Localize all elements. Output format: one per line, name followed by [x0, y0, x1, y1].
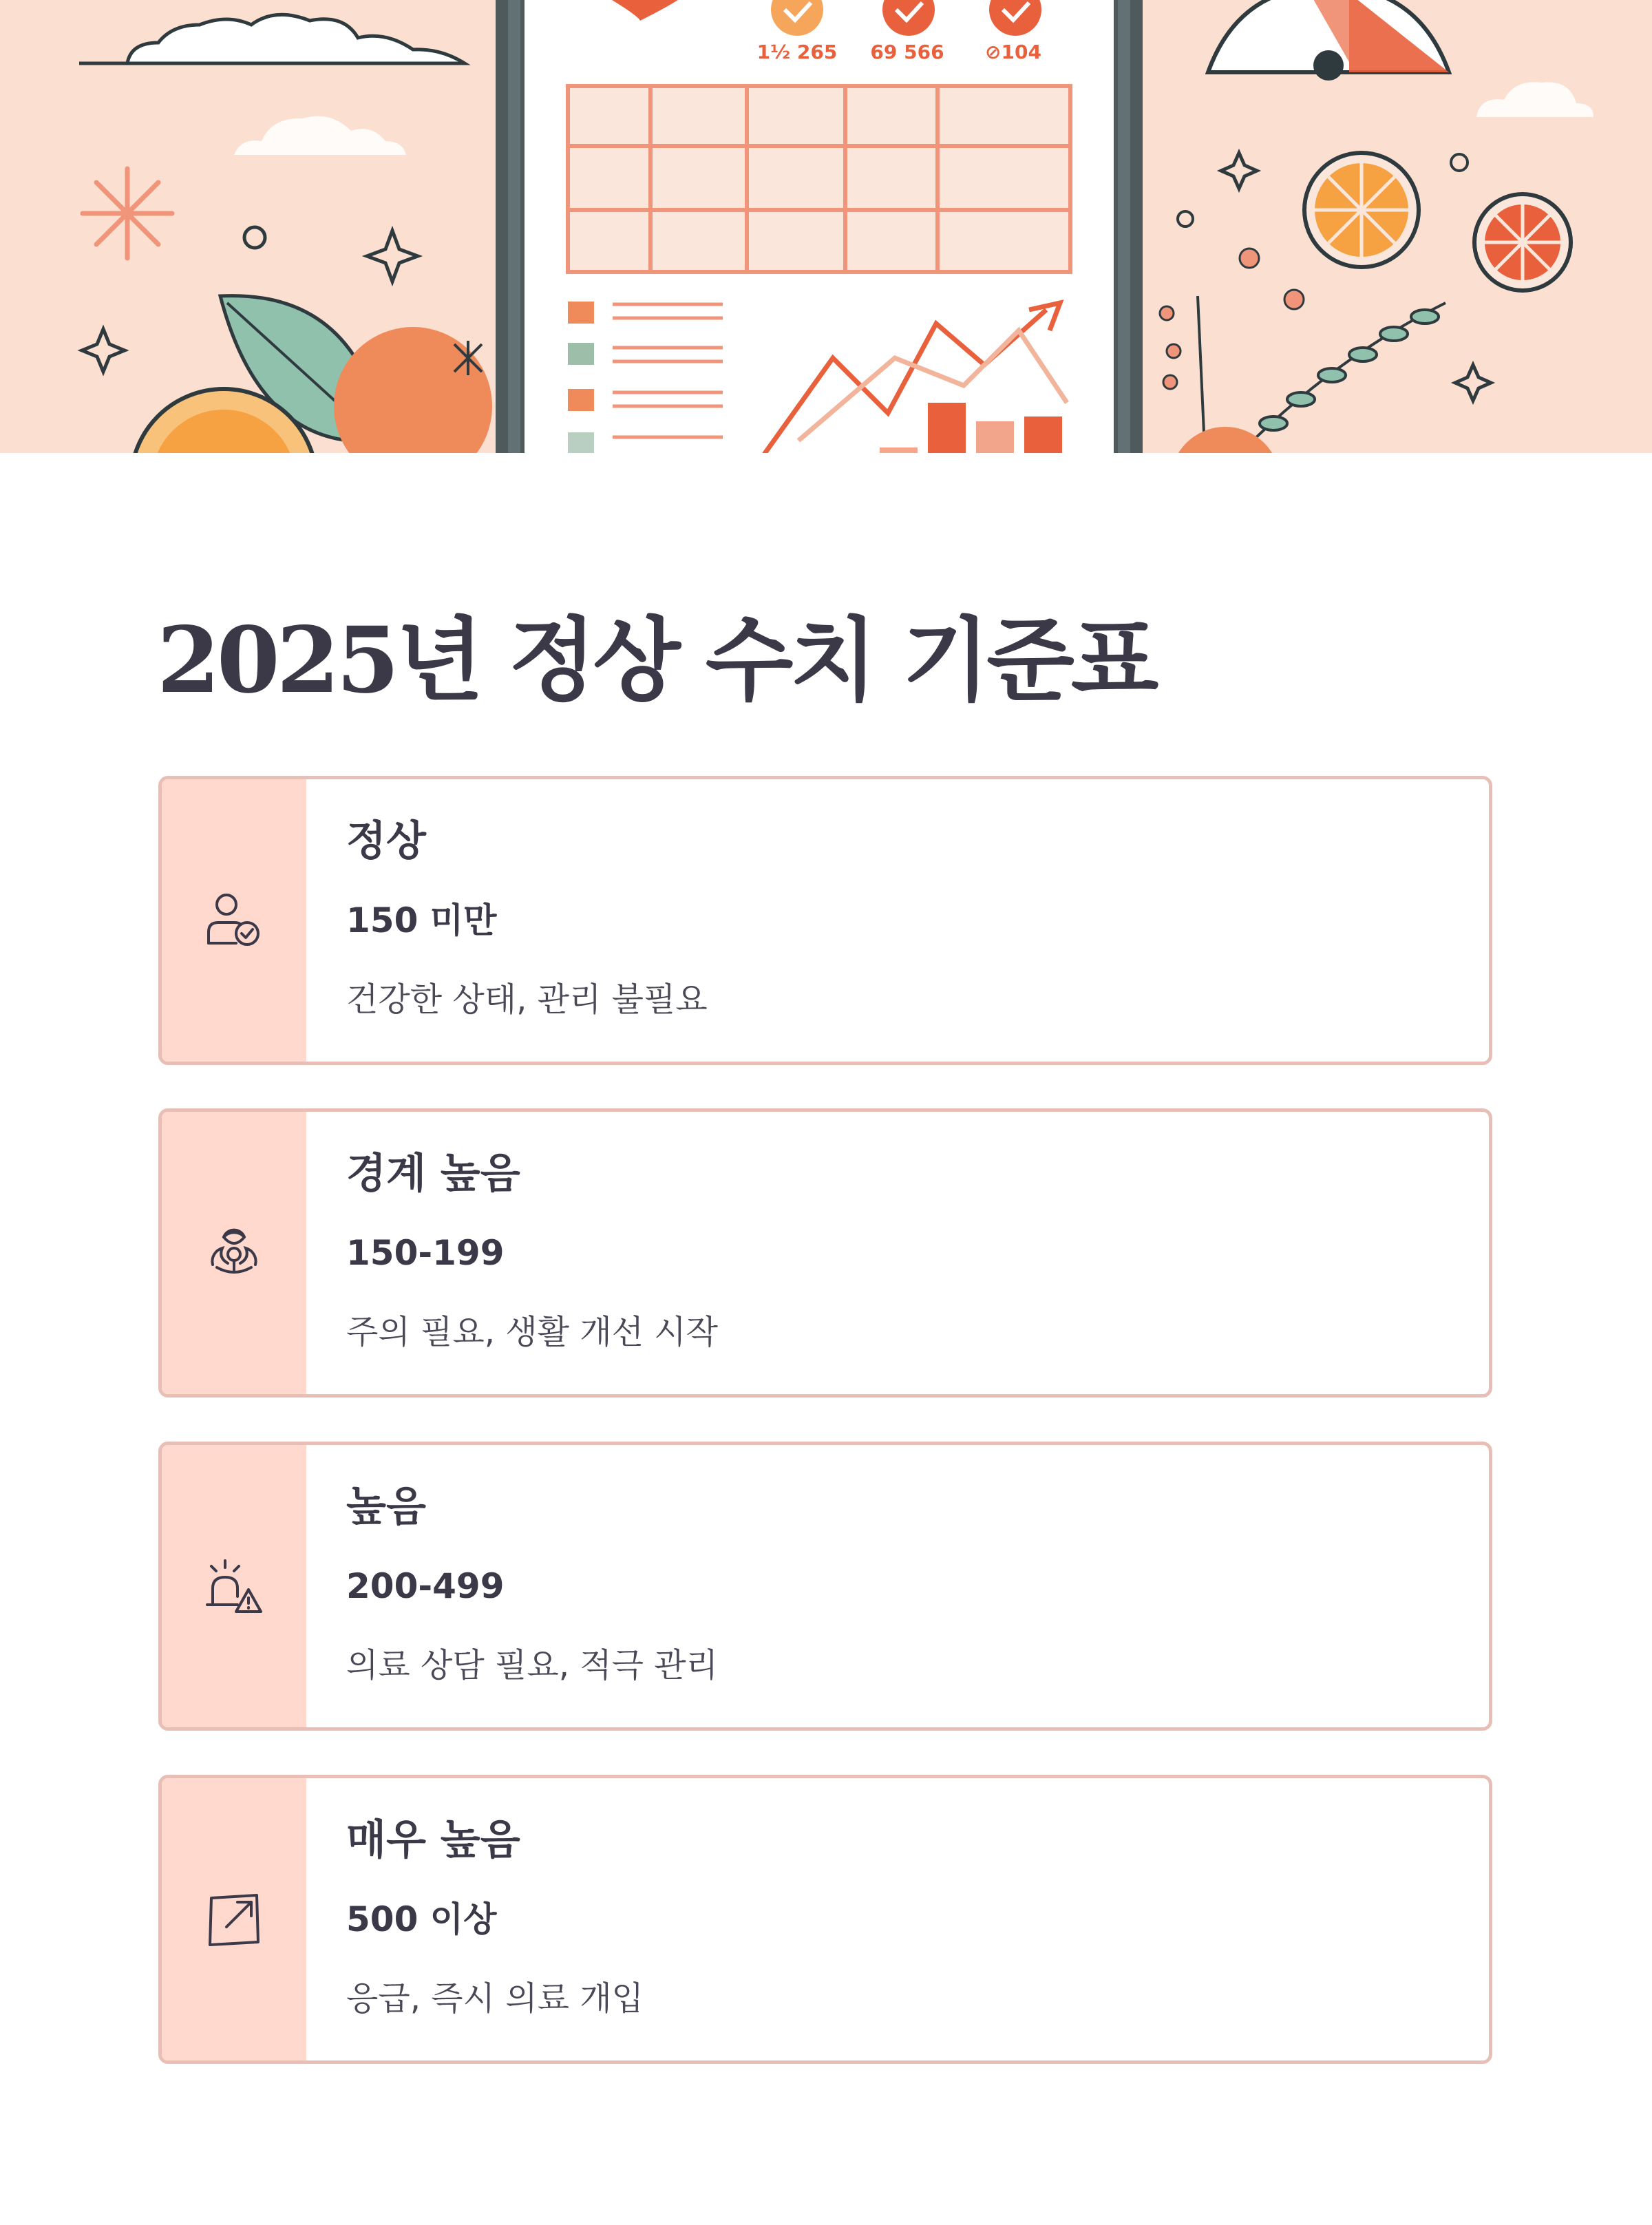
small-cloud-icon — [234, 116, 406, 155]
dot-icon — [1451, 154, 1468, 171]
phone-device — [496, 0, 1143, 453]
hero-stat: ⊘104 — [985, 41, 1041, 63]
sparkle-burst-icon — [83, 169, 172, 258]
small-cloud-icon — [1476, 82, 1593, 117]
page-title: 2025년 정상 수치 기준표 — [157, 607, 1156, 714]
level-card-normal — [158, 776, 1492, 1065]
card-value: 200-499 — [346, 1566, 505, 1606]
card-icon-panel — [162, 1445, 306, 1727]
card-value: 500 이상 — [346, 1899, 497, 1939]
hero-stat: 69 566 — [870, 41, 944, 63]
star-icon — [1221, 153, 1257, 189]
hero-illustration — [0, 0, 1652, 453]
external-link-icon — [203, 1888, 265, 1950]
card-title: 정상 — [346, 817, 426, 865]
card-value: 150-199 — [346, 1233, 505, 1273]
card-description: 응급, 즉시 의료 개입 — [346, 1979, 644, 2018]
card-description: 건강한 상태, 관리 불필요 — [346, 980, 708, 1019]
card-description: 의료 상담 필요, 적극 관리 — [346, 1646, 718, 1685]
grapefruit-slice-icon — [1474, 194, 1571, 291]
star-icon — [1455, 365, 1491, 401]
card-icon-panel — [162, 1778, 306, 2060]
hero-stat: 1½ 265 — [756, 41, 838, 63]
calendar-grid — [568, 86, 1070, 272]
level-card-high — [158, 1442, 1492, 1731]
card-icon-panel — [162, 1112, 306, 1394]
dot-icon — [244, 227, 265, 248]
card-title: 경계 높음 — [346, 1150, 520, 1198]
user-check-icon — [203, 889, 265, 951]
dot-icon — [1178, 211, 1193, 226]
biohazard-icon — [203, 1222, 265, 1284]
card-description: 주의 필요, 생활 개선 시작 — [346, 1313, 718, 1351]
siren-warning-icon — [203, 1555, 265, 1617]
fern-icon — [1198, 296, 1446, 447]
cloud-icon — [79, 14, 465, 63]
level-card-very-high — [158, 1775, 1492, 2064]
fan-icon — [1208, 0, 1449, 81]
card-title: 높음 — [346, 1483, 426, 1531]
orange-slice-icon — [1304, 153, 1419, 267]
level-card-borderline-high — [158, 1108, 1492, 1398]
star-icon — [82, 329, 125, 372]
card-value: 150 미만 — [346, 900, 497, 940]
orange-icon — [334, 327, 492, 453]
card-icon-panel — [162, 779, 306, 1062]
card-title: 매우 높음 — [346, 1816, 520, 1864]
flower-icon — [1160, 249, 1304, 389]
star-icon — [367, 231, 418, 282]
